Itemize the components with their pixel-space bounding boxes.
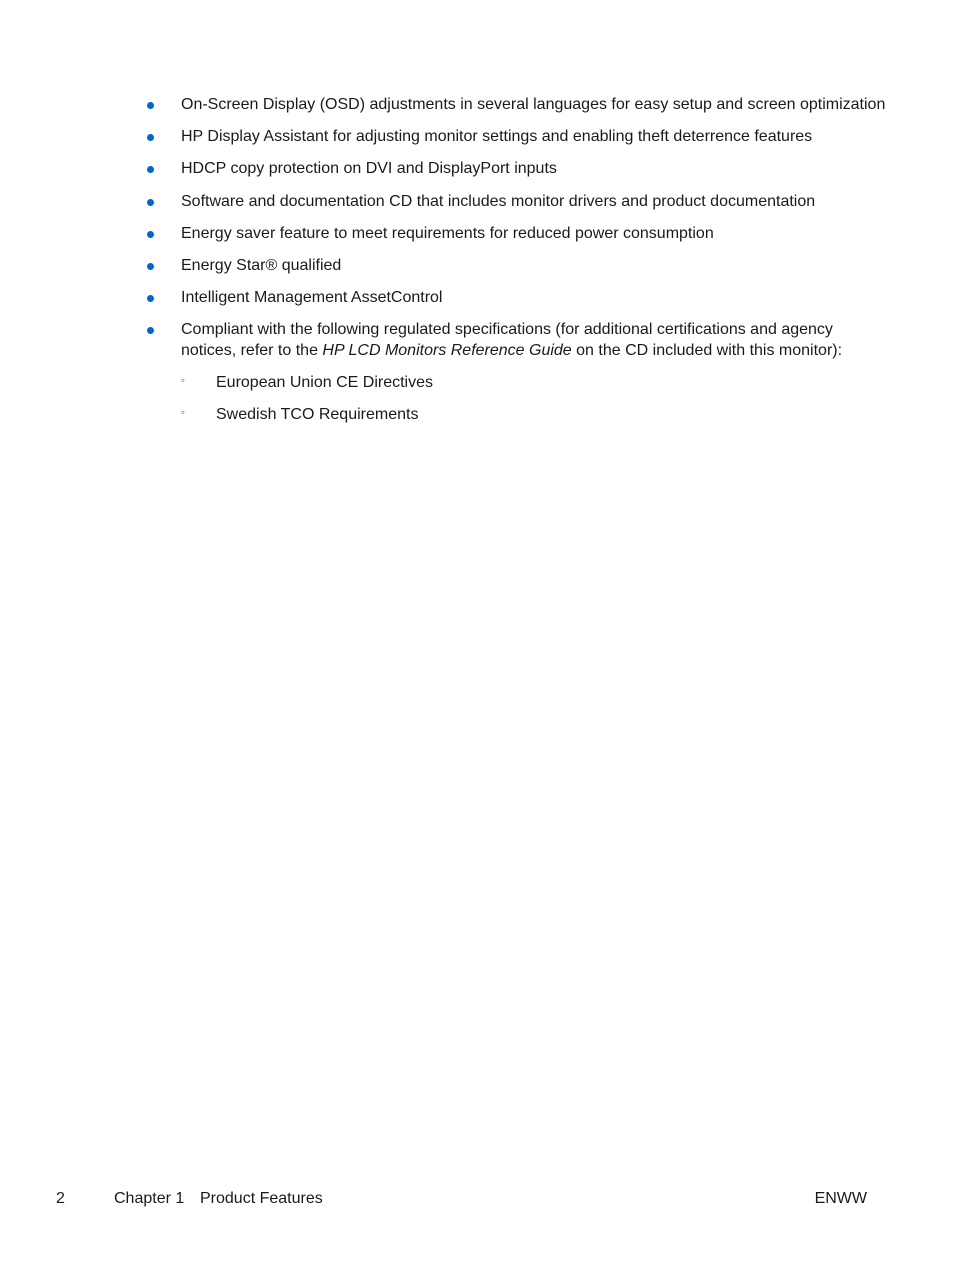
list-item-text: HP Display Assistant for adjusting monitor settings and enabling theft deterrence features xyxy=(181,128,813,145)
list-item-text: Software and documentation CD that includes monitor drivers and product documentation xyxy=(181,193,816,210)
list-item-text: Intelligent Management AssetControl xyxy=(181,289,443,306)
sub-bullet-icon: ◦ xyxy=(181,407,185,419)
list-item-text: Energy saver feature to meet requirements for reduced power consumption xyxy=(181,225,714,242)
sub-list-item-text: Swedish TCO Requirements xyxy=(216,406,419,423)
list-item-text: On-Screen Display (OSD) adjustments in several languages for easy setup and screen optimization xyxy=(181,96,886,113)
language-code: ENWW xyxy=(814,1190,867,1207)
chapter-label: Chapter 1 xyxy=(114,1190,185,1207)
chapter-title: Product Features xyxy=(200,1190,323,1207)
list-item-text: Energy Star® qualified xyxy=(181,257,342,274)
bullet-icon xyxy=(147,134,154,141)
bullet-icon xyxy=(147,166,154,173)
compliance-text-before: Compliant with the following regulated specifications (for additional certifications and agency notices, refer to the xyxy=(181,321,833,359)
bullet-icon xyxy=(147,199,154,206)
reference-guide-title: HP LCD Monitors Reference Guide xyxy=(322,342,572,359)
list-item-text xyxy=(181,319,871,361)
bullet-icon xyxy=(147,102,154,109)
bullet-icon xyxy=(147,231,154,238)
bullet-icon xyxy=(147,327,154,334)
sub-list-item-text: European Union CE Directives xyxy=(216,374,433,391)
bullet-icon xyxy=(147,295,154,302)
sub-bullet-icon: ◦ xyxy=(181,375,185,387)
page-number: 2 xyxy=(56,1190,65,1207)
bullet-icon xyxy=(147,263,154,270)
list-item-text: HDCP copy protection on DVI and DisplayPort inputs xyxy=(181,160,557,177)
compliance-text-after: on the CD included with this monitor): xyxy=(571,342,843,359)
